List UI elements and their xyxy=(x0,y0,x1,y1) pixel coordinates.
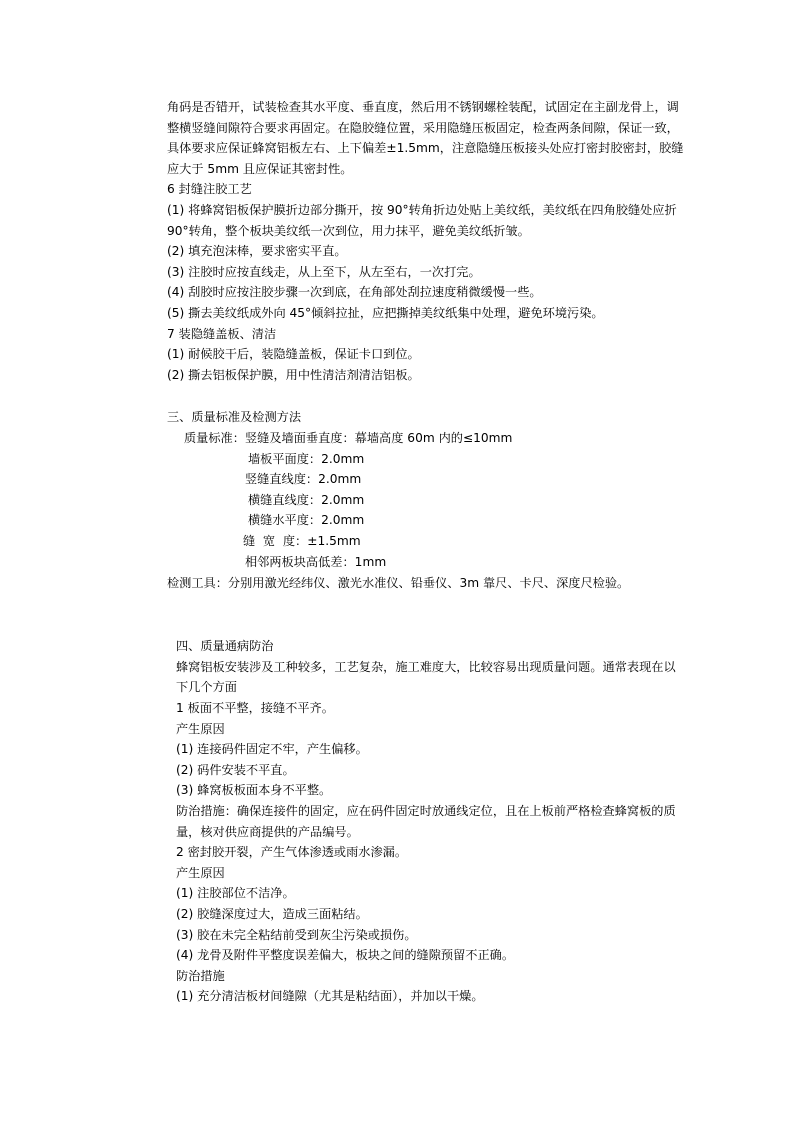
section-heading: 三、质量标准及检测方法 xyxy=(167,410,302,424)
standard-item: 横缝水平度：2.0mm xyxy=(248,513,365,527)
standard-item: 相邻两板块高低差：1mm xyxy=(245,555,387,569)
paragraph-line: 产生原因 xyxy=(176,866,225,880)
subheading: 2 密封胶开裂，产生气体渗透或雨水渗漏。 xyxy=(176,845,408,859)
list-item: (1) 耐候胶干后，装隐缝盖板，保证卡口到位。 xyxy=(167,347,420,361)
list-item: (2) 码件安装不平直。 xyxy=(176,763,295,777)
list-item: (1) 充分清洁板材间缝隙（尤其是粘结面），并加以干燥。 xyxy=(176,989,484,1003)
paragraph-line: 防治措施 xyxy=(176,969,225,983)
list-item: (4) 刮胶时应按注胶步骤一次到底，在角部处刮拉速度稍微缓慢一些。 xyxy=(167,285,542,299)
list-item: (3) 蜂窝板板面本身不平整。 xyxy=(176,783,332,797)
standard-item: 横缝直线度：2.0mm xyxy=(248,493,365,507)
paragraph-line: 角码是否错开，试装检查其水平度、垂直度，然后用不锈钢螺栓装配，试固定在主副龙骨上，调 xyxy=(167,100,679,114)
list-item: 90°转角，整个板块美纹纸一次到位，用力抹平，避免美纹纸折皱。 xyxy=(167,224,530,238)
standard-item: 缝 宽 度：±1.5mm xyxy=(243,534,361,548)
paragraph-line: 量，核对供应商提供的产品编号。 xyxy=(176,825,359,839)
paragraph-line: 应大于 5mm 且应保证其密封性。 xyxy=(167,162,353,176)
list-item: (5) 撕去美纹纸成外向 45°倾斜拉扯，应把撕掉美纹纸集中处理，避免环境污染。 xyxy=(167,306,604,320)
list-item: (1) 将蜂窝铝板保护膜折边部分撕开，按 90°转角折边处贴上美纹纸，美纹纸在四角胶缝处应折 xyxy=(167,203,677,217)
inspection-tools: 检测工具：分别用激光经纬仪、激光水准仪、铅垂仪、3m 靠尺、卡尺、深度尺检验。 xyxy=(167,576,630,590)
paragraph-line: 下几个方面 xyxy=(176,680,237,694)
subheading: 1 板面不平整，接缝不平齐。 xyxy=(176,701,334,715)
standard-label: 质量标准： xyxy=(184,431,245,445)
paragraph-line: 蜂窝铝板安装涉及工种较多，工艺复杂，施工难度大，比较容易出现质量问题。通常表现在以 xyxy=(176,660,676,674)
section-heading: 四、质量通病防治 xyxy=(176,639,274,653)
list-item: (2) 填充泡沫棒，要求密实平直。 xyxy=(167,244,347,258)
paragraph-line: 防治措施：确保连接件的固定，应在码件固定时放通线定位，且在上板前严格检查蜂窝板的质 xyxy=(176,804,676,818)
subheading: 7 装隐缝盖板、清洁 xyxy=(167,327,277,341)
standard-item: 墙板平面度：2.0mm xyxy=(248,452,365,466)
list-item: (2) 胶缝深度过大，造成三面粘结。 xyxy=(176,907,368,921)
list-item: (3) 胶在未完全粘结前受到灰尘污染或损伤。 xyxy=(176,928,417,942)
standard-item: 竖缝直线度：2.0mm xyxy=(245,472,362,486)
list-item: (4) 龙骨及附件平整度误差偏大，板块之间的缝隙预留不正确。 xyxy=(176,948,515,962)
paragraph-line: 具体要求应保证蜂窝铝板左右、上下偏差±1.5mm，注意隐缝压板接头处应打密封胶密封，胶缝 xyxy=(167,141,684,155)
standard-item: 竖缝及墙面垂直度：幕墙高度 60m 内的≤10mm xyxy=(245,431,513,445)
subheading: 6 封缝注胶工艺 xyxy=(167,182,252,196)
list-item: (1) 连接码件固定不牢，产生偏移。 xyxy=(176,742,368,756)
list-item: (3) 注胶时应按直线走，从上至下，从左至右，一次打完。 xyxy=(167,265,481,279)
list-item: (2) 撕去铝板保护膜，用中性清洁剂清洁铝板。 xyxy=(167,368,420,382)
paragraph-line: 整横竖缝间隙符合要求再固定。在隐胶缝位置，采用隐缝压板固定，检查两条间隙，保证一致， xyxy=(167,121,679,135)
list-item: (1) 注胶部位不洁净。 xyxy=(176,886,295,900)
paragraph-line: 产生原因 xyxy=(176,722,225,736)
